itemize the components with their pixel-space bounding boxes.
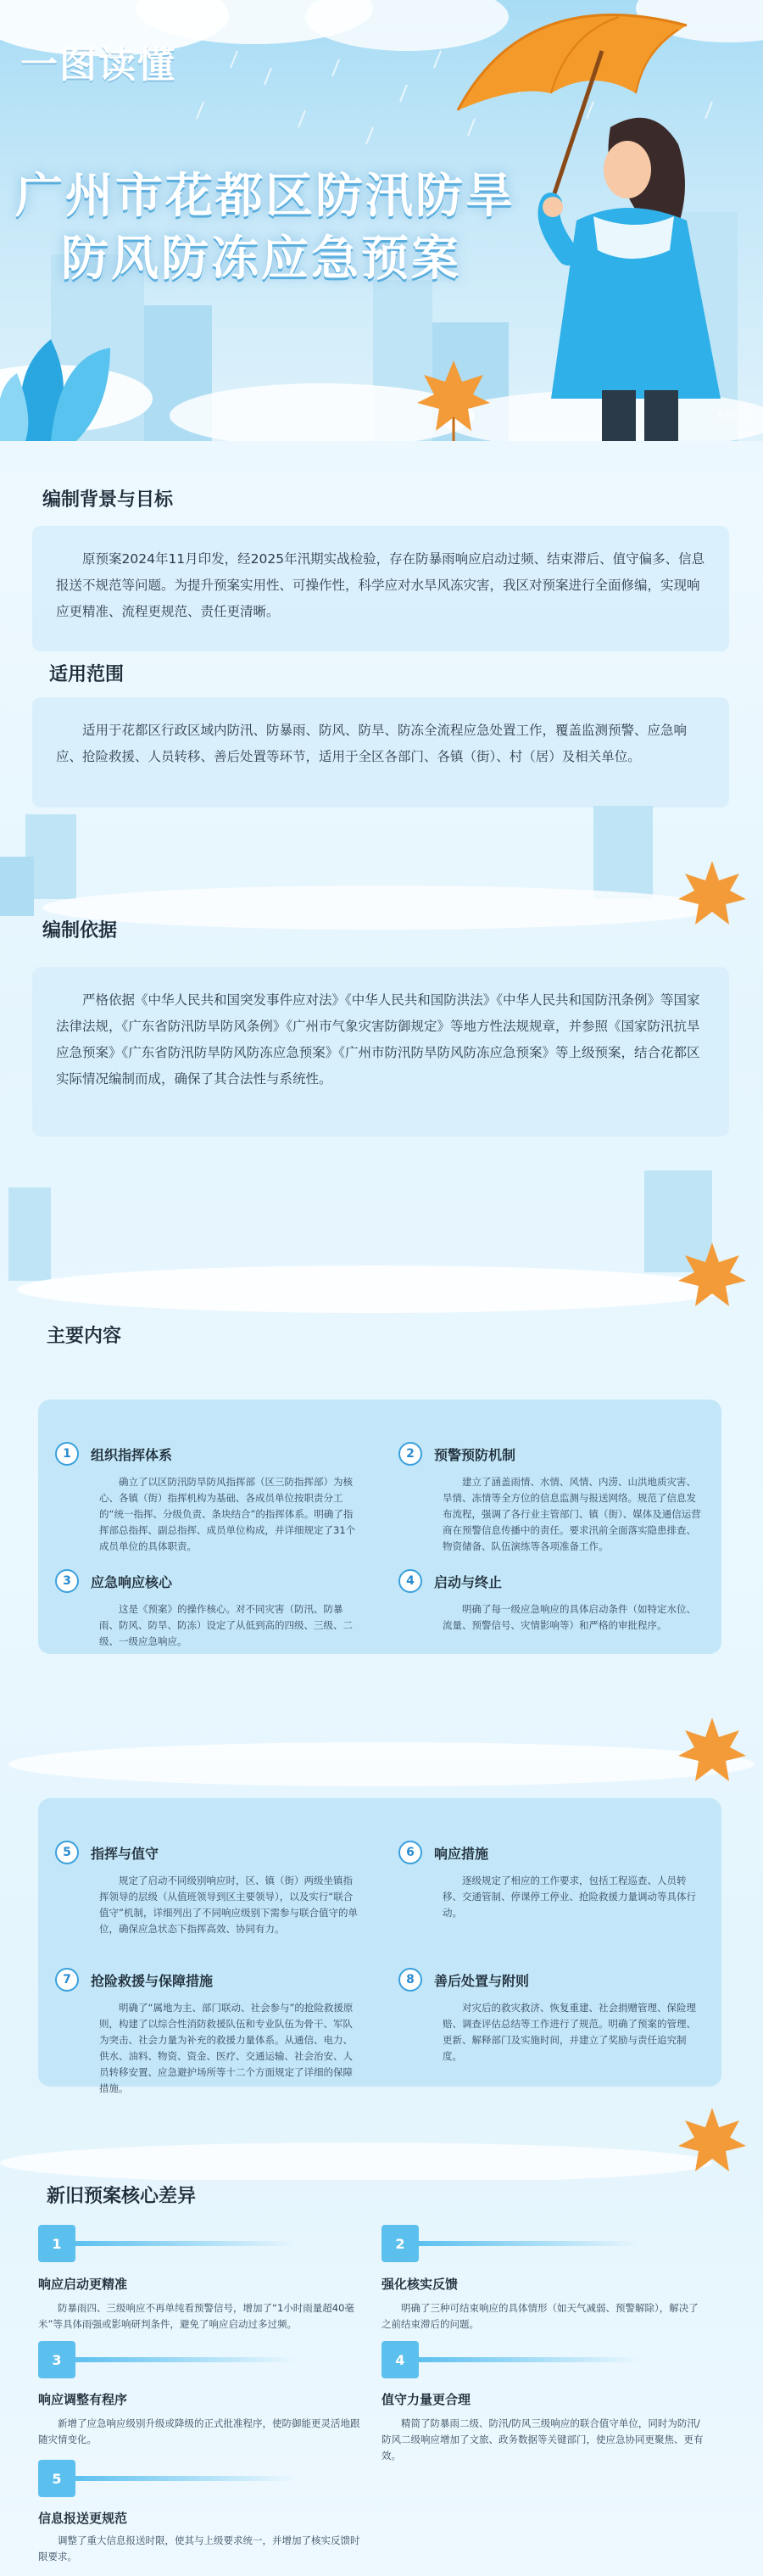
hero-title [15,165,524,291]
section-divider-decoration [0,1662,763,1790]
section-divider-decoration [0,1154,763,1315]
item-body: 规定了启动不同级别响应时，区、镇（街）两级坐镇指挥领导的层级（从值班领导到区主要领导），以及实行“联合值守”机制，详细列出了不同响应级别下需参与联合值守的单位，确保应急状态下指挥高效、协同有力。 [99,1875,358,1935]
item-number-badge: 3 [55,1569,79,1593]
main-item [398,1968,704,2065]
diff-title: 值守力量更合理 [382,2392,471,2407]
diff-number-badge: 1 [38,2225,75,2262]
diff-body: 精简了防暴雨二级、防汛/防风三级响应的联合值守单位，同时为防汛/防风二级响应增加了文旅、政务数据等关键部门，使应急协同更聚焦、更有效。 [382,2417,704,2461]
item-body: 逐级规定了相应的工作要求，包括工程巡查、人员转移、交通管制、停课停工停业、抢险救援力量调动等具体行动。 [443,1875,696,1919]
item-body: 这是《预案》的操作核心。对不同灾害（防汛、防暴雨、防风、防旱、防冻）设定了从低到高的四级、三级、二级、一级应急响应。 [99,1603,353,1647]
diff-title: 信息报送更规范 [38,2511,128,2526]
section-divider-decoration [0,2087,763,2180]
item-body: 明确了“属地为主、部门联动、社会参与”的抢险救援原则，构建了以综合性消防救援队伍和专业队伍为骨干、军队为突击、社会力量为补充的救援力量体系。从通信、电力、供水、油料、物资、资金、医疗、交通运输、社会治安、人员转移安置、应急避护场所等十二个方面规定了详细的保障措施。 [99,2002,354,2094]
diff-number-badge: 3 [38,2341,75,2378]
maple-leaf-icon [415,356,492,441]
item-title: 善后处置与附则 [434,1972,530,1989]
diff-body: 新增了应急响应级别升级或降级的正式批准程序，使防御能更灵活地跟随灾情变化。 [38,2417,360,2445]
hero-banner [0,0,763,441]
item-title: 组织指挥体系 [91,1446,173,1463]
main-item [398,1841,704,1921]
item-number-badge: 4 [398,1569,422,1593]
main-item [55,1442,360,1555]
diff-title: 响应调整有程序 [38,2392,128,2407]
section-title-basis: 编制依据 [42,920,118,942]
item-title: 指挥与值守 [91,1845,159,1862]
main-content-panel-1 [38,1400,721,1654]
diff-accent-bar [419,2241,639,2246]
item-title: 抢险救援与保障措施 [91,1972,214,1989]
item-number-badge: 2 [398,1442,422,1466]
section-title-diff: 新旧预案核心差异 [47,2186,197,2207]
item-title: 预警预防机制 [434,1446,516,1463]
diff-number-badge: 4 [382,2341,419,2378]
leaf-decoration [0,322,170,441]
diff-body: 调整了重大信息报送时限，使其与上级要求统一，并增加了核实反馈时限要求。 [38,2534,360,2562]
hero-title-line2: 防风防冻应急预案 [61,232,461,287]
diff-number-badge: 2 [382,2225,419,2262]
diff-accent-bar [419,2357,639,2362]
diff-body: 防暴雨四、三级响应不再单纯看预警信号，增加了“1小时雨量超40毫米”等具体雨强或影响研判条件，避免了响应启动过多过频。 [38,2302,354,2330]
scope-text-card: 适用于花都区行政区域内防汛、防暴雨、防风、防旱、防冻全流程应急处置工作，覆盖监测预警、应急响应、抢险救援、人员转移、善后处置等环节，适用于全区各部门、各镇（街）、村（居）及相关单位。 [32,697,729,807]
diff-accent-bar [75,2476,296,2481]
background-text-card: 原预案2024年11月印发，经2025年汛期实战检验，存在防暴雨响应启动过频、结束滞后、值守偏多、信息报送不规范等问题。为提升预案实用性、可操作性，科学应对水旱风冻灾害，我区对预案进行全面修编，实现响应更精准、流程更规范、责任更清晰。 [32,526,729,651]
item-title: 启动与终止 [434,1573,503,1590]
main-item [398,1442,704,1555]
main-item [398,1569,704,1634]
item-number-badge: 5 [55,1841,79,1864]
main-item [55,1968,360,2097]
item-body: 确立了以区防汛防旱防风指挥部（区三防指挥部）为核心、各镇（街）指挥机构为基础、各成员单位按职责分工的“统一指挥、分级负责、条块结合”的指挥体系。明确了指挥部总指挥、副总指挥、成员单位构成，并详细规定了31个成员单位的具体职责。 [99,1476,356,1552]
diff-accent-bar [75,2357,296,2362]
diff-title: 强化核实反馈 [382,2277,459,2292]
item-body: 对灾后的救灾救济、恢复重建、社会捐赠管理、保险理赔、调查评估总结等工作进行了规范。明确了预案的管理、更新、解释部门及实施时间，并建立了奖励与责任追究制度。 [443,2002,696,2062]
section-title-main: 主要内容 [47,1326,122,1347]
item-number-badge: 8 [398,1968,422,1992]
item-title: 应急响应核心 [91,1573,173,1590]
item-number-badge: 6 [398,1841,422,1864]
main-item [55,1841,360,1937]
hero-eyebrow: 一图读懂 [20,43,176,87]
ai-generated-credit: AI生成 [717,409,748,421]
diff-body: 明确了三种可结束响应的具体情形（如天气减弱、预警解除），解决了之前结束滞后的问题。 [382,2302,699,2330]
item-number-badge: 1 [55,1442,79,1466]
main-content-panel-2 [38,1798,721,2094]
section-title-scope: 适用范围 [49,664,125,685]
item-title: 响应措施 [434,1845,489,1862]
diff-accent-bar [75,2241,296,2246]
basis-text-card: 严格依据《中华人民共和国突发事件应对法》《中华人民共和国防洪法》《中华人民共和国防汛条例》等国家法律法规，《广东省防汛防旱防风条例》《广州市气象灾害防御规定》等地方性法规规章，并参照《国家防汛抗旱应急预案》《广东省防汛防旱防风防冻应急预案》《广州市防汛防旱防风防冻应急预案》等上级预案，结合花都区实际情况编制而成，确保了其合法性与系统性。 [32,967,729,1137]
item-body: 建立了涵盖雨情、水情、风情、内涝、山洪地质灾害、旱情、冻情等全方位的信息监测与报送网络。规范了信息发布流程，强调了各行业主管部门、镇（街）、媒体及通信运营商在预警信息传播中的责任。要求汛前全面落实隐患排查、物资储备、队伍演练等各项准备工作。 [443,1476,701,1552]
section-title-background: 编制背景与目标 [42,489,174,511]
item-body: 明确了每一级应急响应的具体启动条件（如特定水位、流量、预警信号、灾情影响等）和严格的审批程序。 [443,1603,696,1631]
section-divider-decoration [0,780,763,933]
diff-title: 响应启动更精准 [38,2277,128,2292]
item-number-badge: 7 [55,1968,79,1992]
diff-number-badge: 5 [38,2460,75,2497]
hero-title-line1: 广州市花都区防汛防旱 [15,169,515,224]
main-item [55,1569,360,1650]
